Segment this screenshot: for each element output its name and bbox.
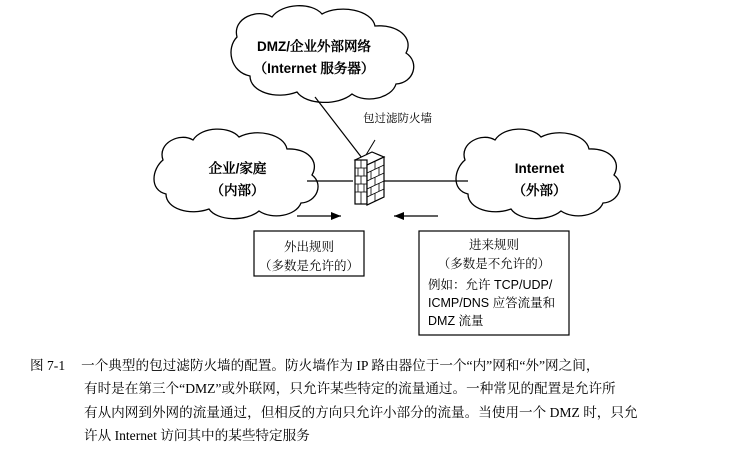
figure-caption — [30, 354, 720, 448]
outbound-rules-line2: （多数是允许的） — [258, 259, 359, 273]
figure-caption-line-2: 有时是在第三个“DMZ”或外联网，只允许某些特定的流量通过。一种常见的配置是允许所 — [84, 381, 616, 397]
connection-lines — [307, 97, 468, 181]
figure-caption-line-4: 许从 Internet 访问其中的某些特定服务 — [84, 428, 310, 444]
figure-caption-line-1: 一个典型的包过滤防火墙的配置。防火墙作为 IP 路由器位于一个“内”网和“外”网之间， — [81, 358, 600, 373]
inbound-rules-line1: 进来规则 — [468, 238, 519, 252]
figure-caption-line-3: 有从内网到外网的流量通过，但相反的方向只允许小部分的流量。当使用一个 DMZ 时，只允 — [84, 404, 638, 420]
internet-cloud-label-line1: Internet — [514, 161, 565, 176]
inbound-flow-arrow — [394, 212, 438, 220]
inbound-rules-line4: ICMP/DNS 应答流量和 — [428, 296, 556, 310]
internal-cloud-label-line1: 企业/家庭 — [208, 161, 267, 176]
inbound-rules-line2: （多数是不允许的） — [437, 257, 551, 271]
inbound-rules-line3: 例如：允许 TCP/UDP/ — [428, 278, 553, 292]
outbound-rules-line1: 外出规则 — [283, 240, 334, 254]
dmz-cloud-label-line2: （Internet 服务器） — [253, 61, 375, 76]
internal-cloud-label-line2: （内部） — [210, 183, 265, 198]
dmz-cloud-label-line1: DMZ/企业外部网络 — [257, 39, 371, 54]
firewall-icon — [355, 152, 384, 205]
firewall-label: 包过滤防火墙 — [363, 113, 432, 125]
figure-caption-label: 图 7-1 — [30, 358, 66, 373]
internet-cloud-label-line2: （外部） — [512, 183, 567, 198]
outbound-flow-arrow — [297, 212, 341, 220]
inbound-rules-line5: DMZ 流量 — [428, 314, 484, 328]
